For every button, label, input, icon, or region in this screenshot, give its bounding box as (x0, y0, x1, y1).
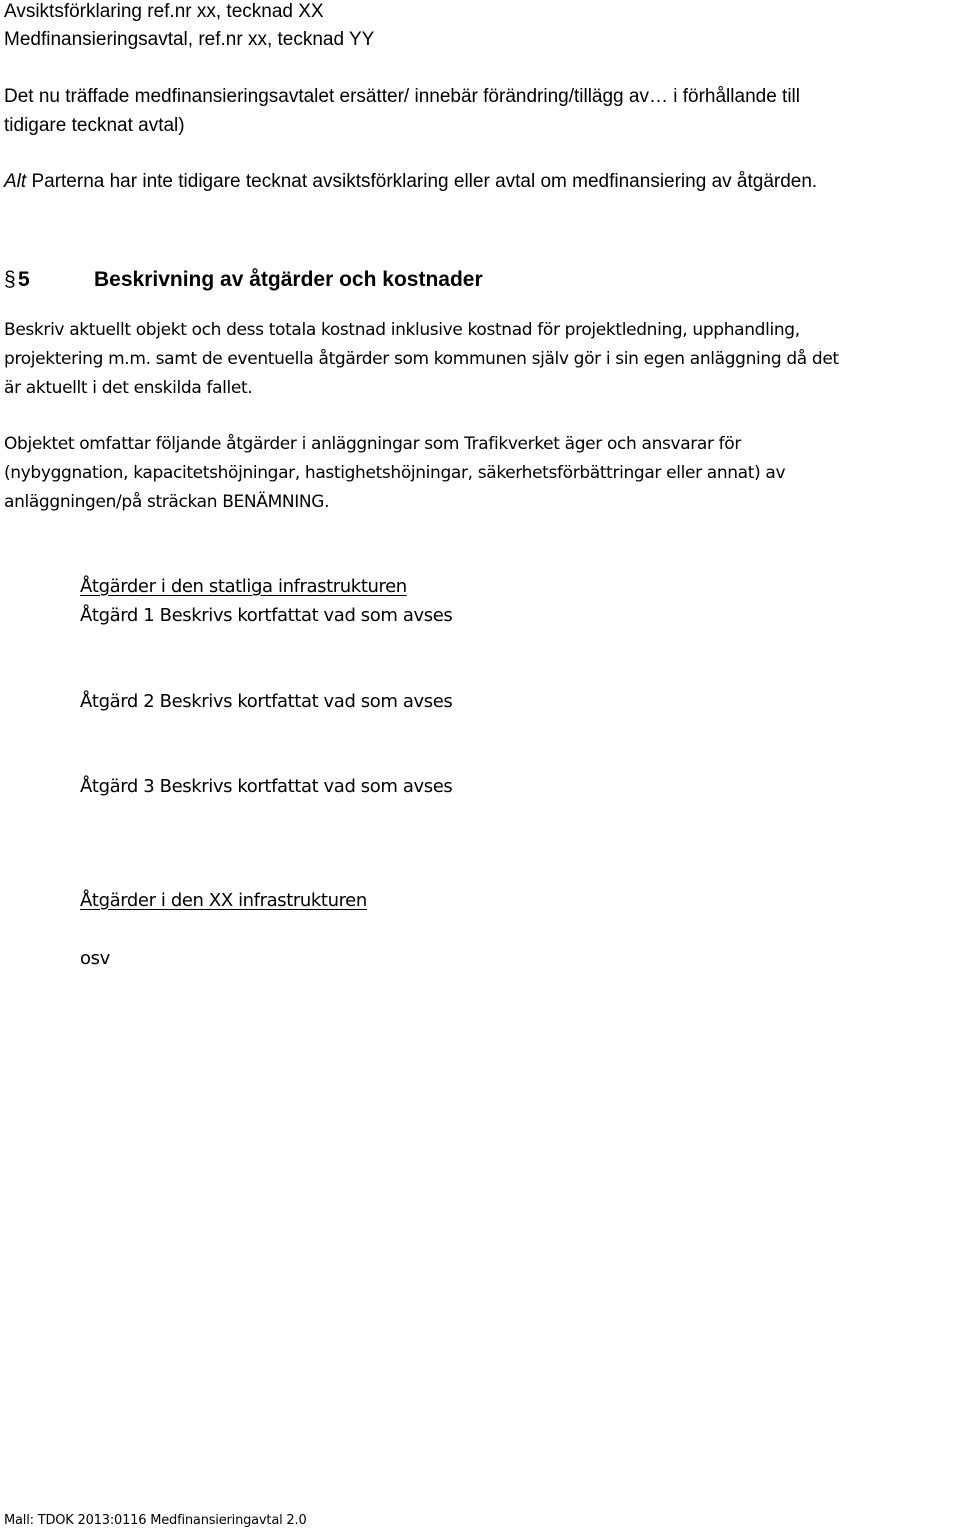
state-infrastructure-heading: Åtgärder i den statliga infrastrukturen (80, 576, 407, 597)
para1-line-2: projektering m.m. samt de eventuella åtgärder som kommunen själv gör i sin egen anläggning då det (4, 349, 839, 369)
section-mark: § (4, 268, 16, 291)
alt-label: Alt (4, 171, 27, 192)
alt-statement (4, 170, 817, 194)
para2-line-2: (nybyggnation, kapacitetshöjningar, hastighetshöjningar, säkerhetsförbättringar eller annat) av (4, 463, 786, 483)
para2-line-3: anläggningen/på sträckan BENÄMNING. (4, 492, 330, 512)
section-title: Beskrivning av åtgärder och kostnader (94, 268, 483, 291)
footer-template-id: Mall: TDOK 2013:0116 Medfinansieringavtal 2.0 (4, 1513, 307, 1528)
measure-item-2: Åtgärd 2 Beskrivs kortfattat vad som avses (80, 691, 453, 712)
section-number: 5 (18, 268, 30, 291)
measure-item-3: Åtgärd 3 Beskrivs kortfattat vad som avses (80, 776, 453, 797)
section-heading (18, 266, 483, 294)
para1-line-1: Beskriv aktuellt objekt och dess totala kostnad inklusive kostnad för projektledning, upphandling, (4, 320, 800, 340)
measure-item-1: Åtgärd 1 Beskrivs kortfattat vad som avses (80, 605, 453, 626)
header-line-2: Medfinansieringsavtal, ref.nr xx, tecknad YY (4, 29, 375, 50)
alt-text: Parterna har inte tidigare tecknat avsiktsförklaring eller avtal om medfinansiering av åtgärden. (26, 171, 818, 192)
header-line-1: Avsiktsförklaring ref.nr xx, tecknad XX (4, 1, 324, 22)
xx-infrastructure-heading: Åtgärder i den XX infrastrukturen (80, 890, 367, 911)
intro-line-2: tidigare tecknat avtal) (4, 115, 185, 136)
intro-line-1: Det nu träffade medfinansieringsavtalet ersätter/ innebär förändring/tillägg av… i förhållande till (4, 86, 800, 107)
etc-text: osv (80, 948, 110, 969)
para2-line-1: Objektet omfattar följande åtgärder i anläggningar som Trafikverket äger och ansvarar för (4, 434, 741, 454)
para1-line-3: är aktuellt i det enskilda fallet. (4, 378, 253, 398)
